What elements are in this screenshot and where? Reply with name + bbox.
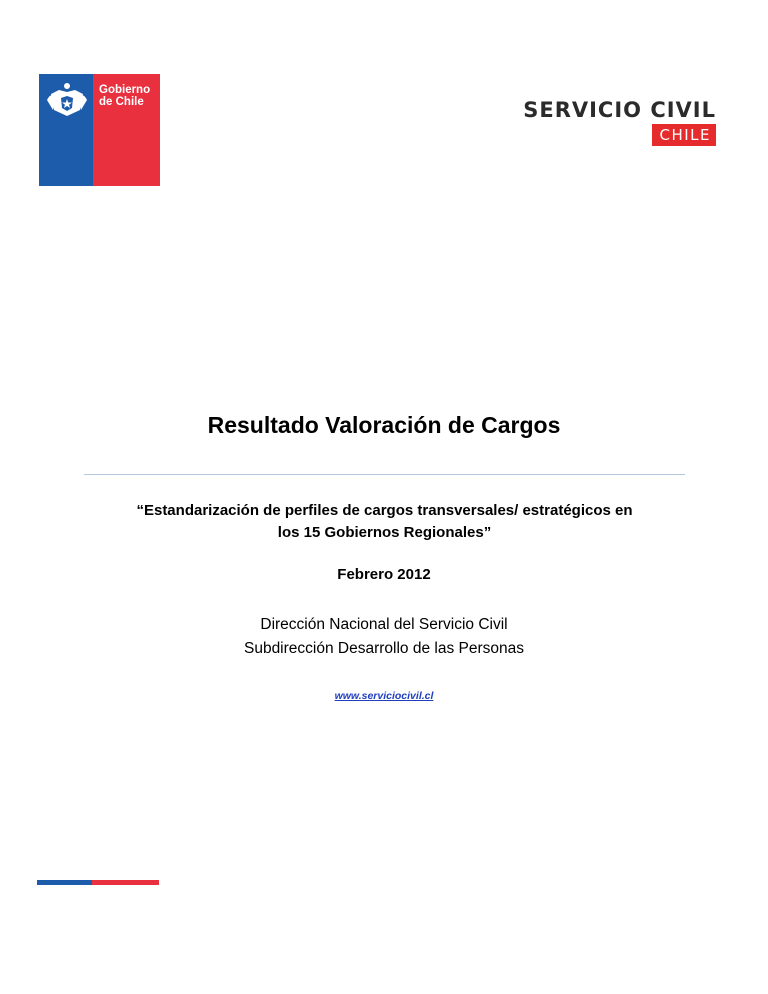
title-divider (84, 474, 685, 475)
gobierno-de-chile-logo (39, 74, 160, 186)
servicio-civil-logo (523, 98, 716, 146)
gob-logo-text (99, 84, 150, 108)
document-title: Resultado Valoración de Cargos (207, 412, 561, 438)
footer-color-bar (37, 880, 159, 885)
organization-block (0, 613, 768, 661)
website-link[interactable]: www.serviciocivil.cl (334, 690, 434, 702)
subtitle-line-2: los 15 Gobiernos Regionales” (277, 524, 492, 541)
logo-blue-panel (39, 74, 93, 186)
org-line-2: Subdirección Desarrollo de las Personas (243, 640, 524, 657)
document-date: Febrero 2012 (337, 566, 431, 583)
footer-bar-red (92, 880, 159, 885)
org-line-1: Dirección Nacional del Servicio Civil (260, 616, 508, 633)
coat-of-arms-icon (45, 80, 89, 120)
logo-red-panel (93, 74, 160, 186)
subtitle-line-1: “Estandarización de perfiles de cargos transversales/ estratégicos en (136, 502, 633, 519)
gob-logo-line-2: de Chile (99, 96, 144, 108)
sc-logo-title: SERVICIO CIVIL (523, 98, 716, 122)
footer-bar-blue (37, 880, 92, 885)
document-subtitle (84, 500, 685, 544)
sc-logo-sub: CHILE (652, 124, 716, 146)
gob-logo-line-1: Gobierno (99, 84, 151, 96)
